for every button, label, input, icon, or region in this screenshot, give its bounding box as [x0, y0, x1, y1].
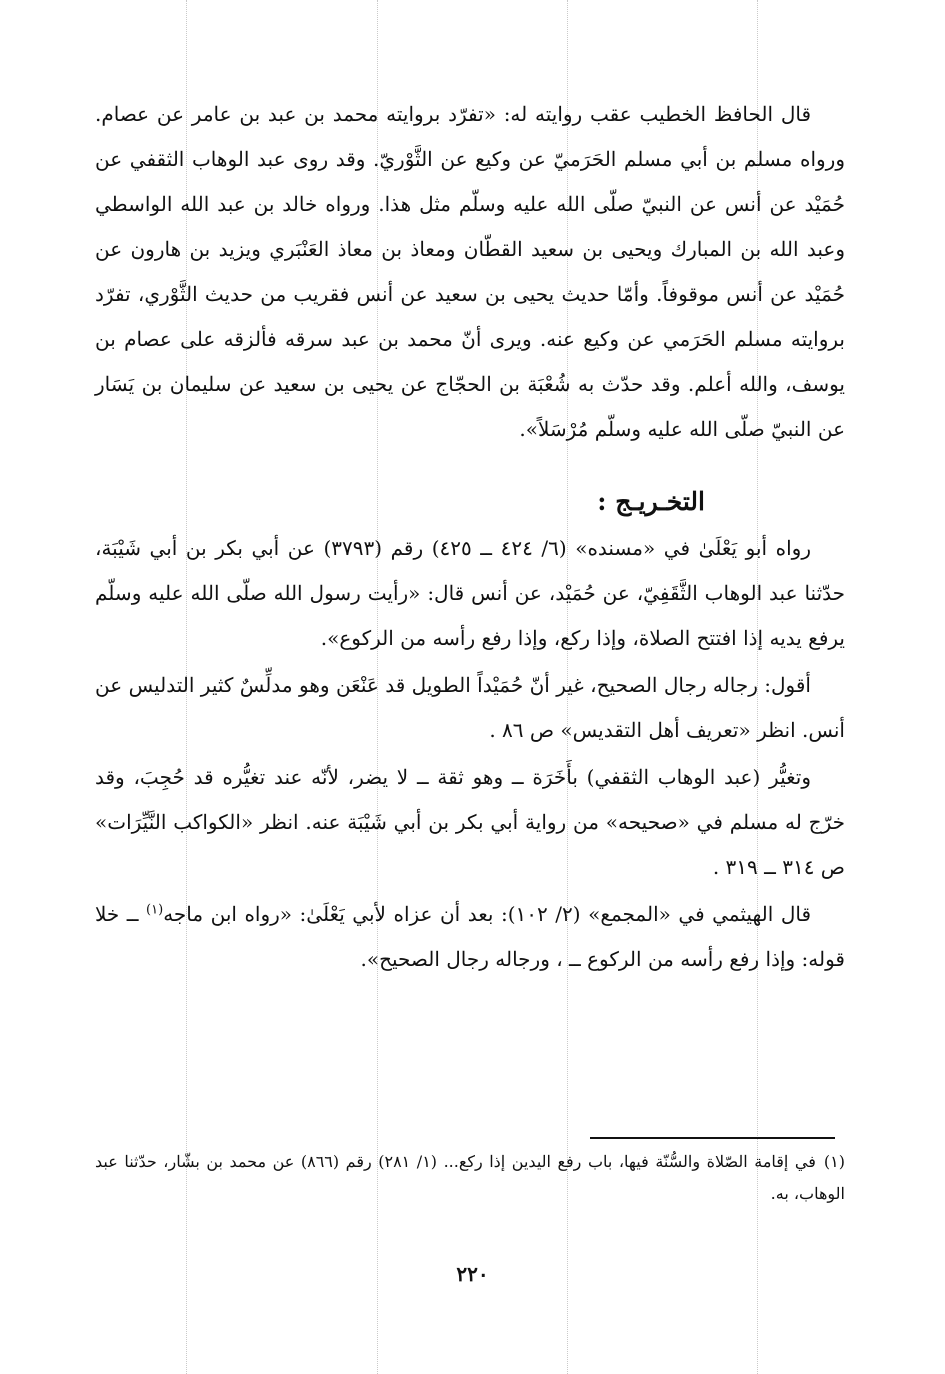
haythami-paragraph: [95, 892, 845, 982]
taghayyur-paragraph: وتغيُّر (عبد الوهاب الثقفي) بأَخَرَة ــ وهو ثقة ــ لا يضر، لأنّه عند تغيُّره قد حُجِبَ، وقد خرّج له مسلم في «صحيحه» من رواية أبي بكر بن أبي شَيْبَة عنه. انظر «الكواكب النَّيِّرَات» ص ٣١٤ ــ ٣١٩ .: [95, 765, 845, 879]
section-heading: التخـريـج :: [597, 487, 705, 516]
aqul-paragraph: أقول: رجاله رجال الصحيح، غير أنّ حُمَيْداً الطويل قد عَنْعَن وهو مدلِّسٌ كثير التدليس عن أنس. انظر «تعريف أهل التقديس» ص ٨٦ .: [95, 673, 845, 742]
haythami-text-after: ــ خلا قوله: وإذا رفع رأسه من الركوع ــ ، ورجاله رجال الصحيح».: [95, 902, 845, 971]
haythami-text-before: قال الهيثمي في «المجمع» (٢/ ١٠٢): بعد أن عزاه لأبي يَعْلَىٰ: «رواه ابن ماجه: [163, 902, 812, 926]
page-body: [95, 92, 845, 982]
footnote-separator: [590, 1137, 835, 1139]
intro-paragraph: قال الحافظ الخطيب عقب روايته له: «تفرّد بروايته محمد بن عبد بن عامر عن عصام. ورواه مسلم بن أبي مسلم الحَرَميّ عن وكيع عن الثَّوْريّ. وقد روى عبد الوهاب الثقفي عن حُمَيْد عن أنس عن النبيّ صلّى الله عليه وسلّم مثل هذا. ورواه خالد بن عبد الله الواسطي وعبد الله بن المبارك ويحيى بن سعيد القطّان ومعاذ بن معاذ العَنْبَري ويزيد بن هارون عن حُمَيْد عن أنس موقوفاً. وأمّا حديث يحيى بن سعيد عن أنس فقريب من حديث الثَّوْري، تفرّد بروايته مسلم الحَرَمي عن وكيع عنه. ويرى أنّ محمد بن عبد سرقه فألزقه على عصام بن يوسف، والله أعلم. وقد حدّث به شُعْبَة بن الحجّاج عن يحيى بن سعيد عن سليمان بن يَسَار عن النبيّ صلّى الله عليه وسلّم مُرْسَلاً».: [95, 102, 845, 441]
footnote-item: [95, 1146, 845, 1210]
takhrij-paragraph: رواه أبو يَعْلَىٰ في «مسنده» (٦/ ٤٢٤ ــ ٤٢٥) رقم (٣٧٩٣) عن أبي بكر بن أبي شَيْبَة، حدّثنا عبد الوهاب الثَّقَفِيّ، عن حُمَيْد، عن أنس قال: «رأيت رسول الله صلّى الله عليه وسلّم يرفع يديه إذا افتتح الصلاة، وإذا ركع، وإذا رفع رأسه من الركوع».: [95, 536, 845, 650]
footnotes: [95, 1146, 845, 1210]
footnote-text: في إقامة الصّلاة والسُّنّة فيها، باب رفع اليدين إذا ركع... (١/ ٢٨١) رقم (٨٦٦) عن محمد بن بشّار، حدّثنا عبد الوهاب، به.: [95, 1152, 845, 1203]
footnote-marker: (١): [823, 1152, 845, 1171]
page-number: ٢٢٠: [456, 1262, 489, 1286]
footnote-reference[interactable]: (١): [146, 902, 164, 918]
